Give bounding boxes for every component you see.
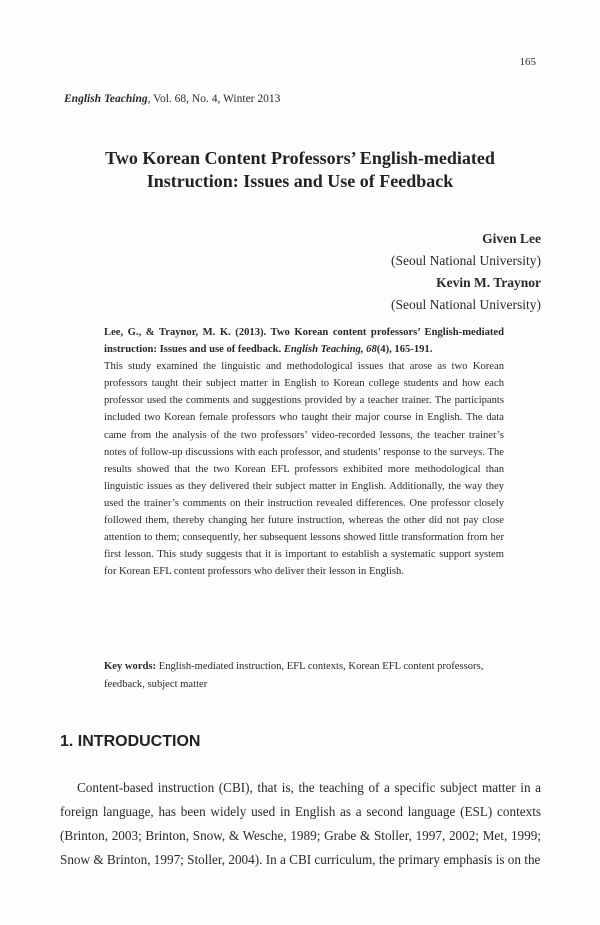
- citation-journal: English Teaching, 68: [283, 344, 377, 356]
- journal-name: English Teaching: [64, 93, 148, 105]
- keywords-label: Key words:: [104, 661, 157, 672]
- paper-title: [60, 147, 540, 193]
- title-line-1: Two Korean Content Professors’ English-mediated: [105, 148, 495, 168]
- keywords-text: English-mediated instruction, EFL contexts, Korean EFL content professors, feedback, subject matter: [104, 661, 484, 690]
- author-affiliation: (Seoul National University): [391, 253, 541, 268]
- abstract-text: This study examined the linguistic and methodological issues that arose as two Korean professors taught their subject matter in English to Korean college students and how each professor used the comments and suggestions provided by a teacher trainer. The participants included two Korean female professors who taught their major course in English. The data came from the analysis of the two professors’ video-recorded lessons, the teacher trainer’s notes of follow-up discussions with each professor, and students’ response to the surveys. The results showed that the two Korean EFL professors exhibited more methodological than linguistic issues as they delivered their subject matter in English. Additionally, the way they used the trainer’s comments on their instruction revealed differences. One professor closely followed them, thereby changing her future instruction, whereas the other did not pay close attention to them; consequently, her subsequent lessons showed little transformation from her first lesson. This study suggests that it is important to establish a systematic support system for Korean EFL content professors who deliver their lesson in English.: [104, 361, 504, 578]
- journal-issue: , Vol. 68, No. 4, Winter 2013: [147, 93, 281, 105]
- citation-pages: (4), 165-191.: [376, 344, 433, 356]
- author-block: [391, 228, 541, 316]
- journal-citation-line: [64, 93, 280, 105]
- citation-authors-title: Lee, G., & Traynor, M. K. (2013). Two Korean content professors’ English-mediated instruction: Issues and use of feedback.: [104, 327, 504, 356]
- page-number: 165: [519, 56, 536, 68]
- intro-paragraph: Content-based instruction (CBI), that is, the teaching of a specific subject matter in a foreign language, has been widely used in English as a second language (ESL) contexts (Brinton, 2003; Brinton, Snow, & Wesche, 1989; Grabe & Stoller, 1997, 2002; Met, 1999; Snow & Brinton, 1997; Stoller, 2004). In a CBI curriculum, the primary emphasis is on the: [60, 780, 541, 867]
- title-line-2: Instruction: Issues and Use of Feedback: [146, 171, 454, 191]
- author-name: Given Lee: [482, 231, 541, 246]
- author-affiliation: (Seoul National University): [391, 297, 541, 312]
- author-name: Kevin M. Traynor: [436, 275, 541, 290]
- abstract-block: [104, 324, 504, 580]
- keywords: [104, 658, 504, 693]
- section-heading: 1. INTRODUCTION: [60, 733, 201, 750]
- reference-citation: [104, 324, 504, 358]
